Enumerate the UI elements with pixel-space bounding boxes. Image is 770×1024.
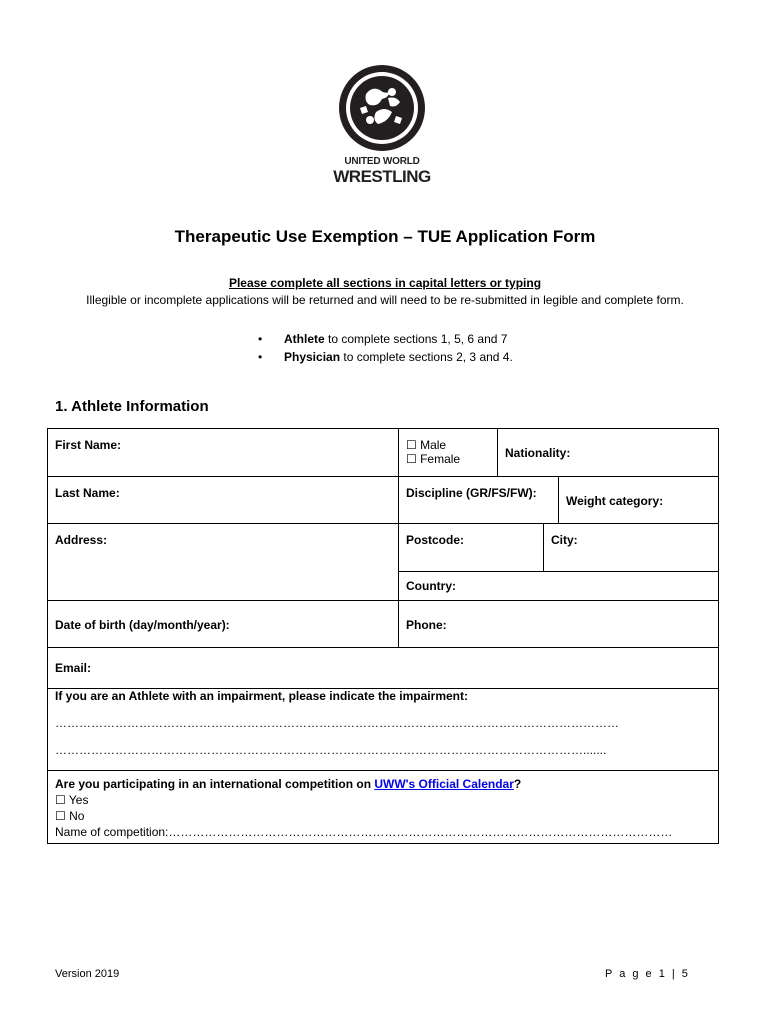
city-label: City: [551,533,578,547]
email-label: Email: [55,661,92,675]
nationality-field[interactable] [497,428,719,477]
dob-field[interactable] [47,600,399,648]
section-1-heading: 1. Athlete Information [55,398,209,415]
bullet-physician [258,348,513,366]
bullet-athlete-text: to complete sections 1, 5, 6 and 7 [324,332,508,346]
postcode-label: Postcode: [406,533,465,547]
bullet-physician-text: to complete sections 2, 3 and 4. [340,350,513,364]
country-label: Country: [406,579,456,593]
phone-label: Phone: [406,618,447,632]
instruction-illegible: Illegible or incomplete applications will be returned and will need to be re-submitted in legible and complete form. [86,293,684,307]
city-field[interactable] [543,523,719,572]
logo-line-wrestling: WRESTLING [333,167,431,186]
first-name-field[interactable] [47,428,399,477]
uww-emblem-icon [330,64,434,154]
weight-category-field[interactable] [558,476,719,524]
first-name-label: First Name: [55,438,122,452]
competition-question-mark: ? [513,777,522,791]
address-field[interactable] [47,523,399,601]
uww-calendar-link[interactable]: UWW's Official Calendar [374,777,514,791]
address-label: Address: [55,533,108,547]
competition-field [47,770,719,844]
dob-label: Date of birth (day/month/year): [55,618,230,632]
weight-category-label: Weight category: [566,494,664,508]
impairment-line-1: …………………………………………………………………………………………………………………………… [55,716,619,730]
responsibility-list [258,330,513,366]
female-checkbox[interactable]: ☐ Female [406,452,461,466]
impairment-field[interactable] [47,688,719,771]
last-name-field[interactable] [47,476,399,524]
uww-logo [330,64,434,186]
last-name-label: Last Name: [55,486,120,500]
discipline-label: Discipline (GR/FS/FW): [406,486,537,500]
bullet-icon: • [258,350,263,364]
male-checkbox[interactable]: ☐ Male [406,438,447,452]
email-field[interactable] [47,647,719,689]
competition-name-field[interactable]: Name of competition:……………………………………………………………………………………………………………… [55,825,673,839]
competition-question [55,776,711,792]
page-number: P a g e 1 | 5 [605,968,690,980]
impairment-question: If you are an Athlete with an impairment, please indicate the impairment: [55,689,468,703]
logo-line-united-world: UNITED WORLD [344,156,420,167]
discipline-field[interactable] [398,476,559,524]
phone-field[interactable] [398,600,719,648]
nationality-label: Nationality: [505,446,571,460]
country-field[interactable] [398,571,719,601]
bullet-icon: • [258,332,263,346]
no-checkbox[interactable]: ☐ No [55,809,85,823]
impairment-line-2: ……………………………………………………………………………………………………………………....... [55,743,607,757]
bullet-athlete-bold: Athlete [284,332,325,346]
bullet-physician-bold: Physician [284,350,341,364]
form-title: Therapeutic Use Exemption – TUE Application Form [174,227,596,246]
bullet-athlete [258,330,513,348]
version-label: Version 2019 [55,968,120,980]
athlete-info-form [47,428,719,844]
yes-checkbox[interactable]: ☐ Yes [55,793,89,807]
competition-question-text: Are you participating in an international competition on [55,777,375,791]
instruction-capital-letters: Please complete all sections in capital letters or typing [228,276,542,290]
postcode-field[interactable] [398,523,544,572]
gender-cell [398,428,498,477]
